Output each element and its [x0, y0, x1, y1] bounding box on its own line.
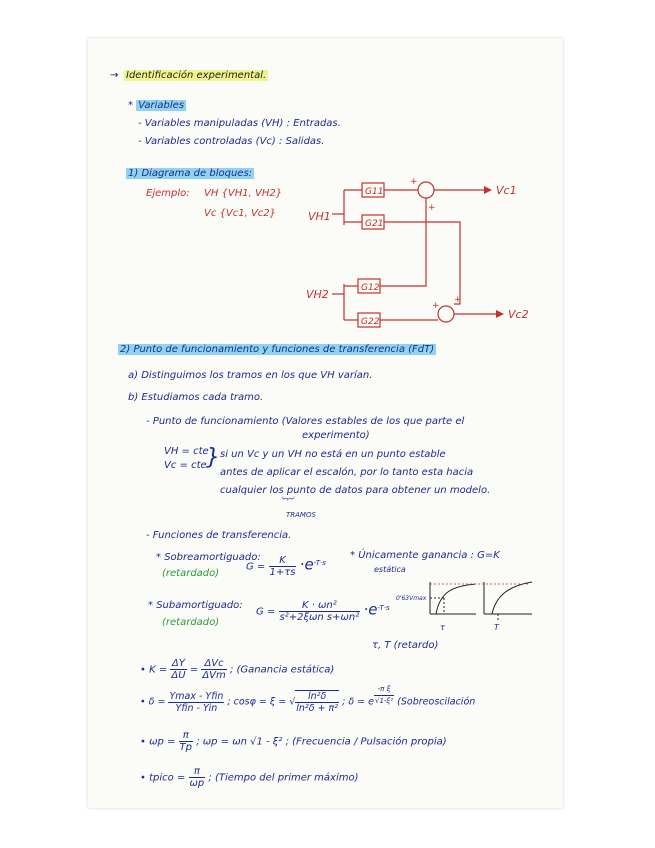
under-g: G = — [256, 606, 276, 618]
tp-den: ωp — [189, 778, 205, 789]
formula-delta: • δ = $\frac{\text{Ymax - Yfin}}{\text{Yfin - Yin}}$ ; cosφ = ξ = √ $\frac{\text{ln²δ}}{\text{ln²δ + π²}}$ ; δ = e $\frac{\text{-π ξ}}{\text{√1-ξ²}}$ (Sobreoscilación — [140, 684, 476, 714]
wp-frac — [179, 730, 193, 753]
over-note1: * Únicamente ganancia : G=K — [350, 550, 500, 561]
pf-line2: experimento) — [302, 430, 370, 441]
title-text: Identificación experimental. — [126, 70, 267, 81]
d-exp-bot: √1-ξ² — [374, 696, 394, 705]
vh-set: VH {VH1, VH2} — [204, 188, 283, 199]
over-note1-text: Únicamente ganancia : G=K — [358, 550, 500, 561]
sketch2-curve — [492, 582, 532, 614]
vh2-label: VH2 — [306, 288, 329, 301]
formula-k: • K = $\frac{\Delta Y}{\Delta U}$ = $\frac{\text{ΔVc}}{\text{ΔVm}}$ ; (Ganancia estática) — [140, 658, 335, 681]
pf-line1: - Punto de funcionamiento (Valores estables de los que parte el — [146, 416, 465, 427]
controlled-variables: - Variables controladas (Vc) : Salidas. — [138, 136, 325, 147]
sign-3: + — [432, 301, 440, 311]
k-den1: ΔU — [171, 670, 186, 681]
pf-text1: si un Vc y un VH no está en un punto estable — [220, 449, 446, 460]
g21-label: G21 — [365, 219, 384, 229]
sketch1-curve — [436, 584, 476, 614]
tau-note: τ, T (retardo) — [372, 640, 439, 651]
k-frac2 — [201, 658, 226, 681]
d-left: δ = — [148, 696, 166, 708]
wp-den: Tp — [179, 742, 193, 753]
graph-tau-label: τ — [440, 623, 445, 632]
vc2-label: Vc2 — [508, 308, 529, 321]
d-den: Yfin - Yin — [175, 702, 218, 714]
under-sub: (retardado) — [162, 617, 220, 628]
sign-4: + — [454, 295, 462, 305]
over-note2: estática — [374, 565, 406, 574]
g11-label: G11 — [365, 187, 384, 197]
cos-text: ; cosφ = ξ = — [227, 696, 287, 708]
tp-frac — [189, 766, 206, 789]
vc-cte: Vc = cte — [164, 460, 207, 471]
formula-wp: • ωp = $\frac{\pi}{Tp}$ ; ωp = ωn √1 - ξ² ; (Frecuencia / Pulsación propia) — [140, 730, 447, 753]
arrow-bullet-icon: → — [110, 70, 119, 81]
block-diagram-heading-text: 1) Diagrama de bloques: — [128, 168, 253, 179]
k-den2: ΔVm — [202, 670, 226, 681]
wp-mid: ; ωp = ωn √1 - ξ² — [196, 736, 283, 748]
k-num1: ΔY — [172, 658, 185, 669]
over-num: K — [269, 555, 297, 567]
k-left: K = — [149, 664, 168, 676]
brace-icon: } — [206, 445, 220, 470]
d-exp-frac — [374, 684, 394, 707]
under-label: * Subamortiguado: — [148, 600, 243, 611]
vh-cte: VH = cte — [164, 446, 209, 457]
tramos-label: TRAMOS — [286, 511, 316, 519]
over-exp: -T·s — [313, 558, 326, 567]
root-frac — [295, 690, 339, 714]
root-num: ln²δ — [295, 691, 339, 703]
over-label: * Sobreamortiguado: — [156, 552, 261, 563]
sign-2: + — [428, 203, 436, 213]
pf-text2: antes de aplicar el escalón, por lo tanto esta hacia — [220, 467, 474, 478]
wp-left: ωp = — [149, 736, 176, 748]
d-frac — [168, 691, 224, 714]
ft-heading: - Funciones de transferencia. — [146, 530, 292, 541]
under-exp: -T·s — [377, 603, 390, 612]
under-num: K · ωn² — [279, 600, 361, 612]
variables-heading: * Variables — [128, 100, 185, 111]
tp-note: ; (Tiempo del primer máximo) — [208, 772, 359, 784]
d-exp: ; δ = e — [342, 696, 374, 708]
underbrace-icon: ︸ — [280, 496, 293, 510]
tp-left: tpico = — [149, 772, 186, 784]
sign-1: + — [410, 177, 418, 187]
wp-note: ; (Frecuencia / Pulsación propia) — [285, 736, 447, 748]
over-e: ·e — [299, 555, 314, 574]
vh1-label: VH1 — [308, 210, 331, 223]
tp-num: π — [189, 766, 206, 778]
g22-label: G22 — [361, 317, 380, 327]
k-note: ; (Ganancia estática) — [229, 664, 335, 676]
vc1-label: Vc1 — [496, 184, 517, 197]
root-den: ln²δ + π² — [296, 703, 339, 714]
over-label-text: Sobreamortiguado: — [164, 552, 261, 563]
under-e: ·e — [363, 600, 378, 619]
d-num: Ymax - Yfin — [169, 690, 224, 702]
section2-heading-text: 2) Punto de funcionamiento y funciones de transferencia (FdT) — [120, 344, 435, 355]
over-sub: (retardado) — [162, 568, 220, 579]
step-b: b) Estudiamos cada tramo. — [128, 392, 264, 403]
graph-T-label: T — [494, 623, 499, 632]
d-exp-top: -π ξ — [374, 684, 394, 696]
k-num2: ΔVc — [201, 658, 226, 670]
under-label-text: Subamortiguado: — [156, 600, 243, 611]
step-a: a) Distinguimos los tramos en los que VH varían. — [128, 370, 373, 381]
example-label: Ejemplo: — [146, 188, 190, 199]
k-frac1 — [170, 658, 186, 681]
vc-set: Vc {Vc1, Vc2} — [204, 208, 277, 219]
formula-tp: • tpico = $\frac{\pi}{\omega p}$ ; (Tiempo del primer máximo) — [140, 766, 359, 789]
variables-heading-text: Variables — [138, 100, 185, 111]
graph-y-label: 0'63Vmax — [396, 595, 427, 602]
wp-num: π — [179, 730, 193, 742]
pf-text3: cualquier los punto de datos para obtener un modelo. — [220, 485, 491, 496]
over-g: G = — [246, 561, 266, 573]
manipulated-variables: - Variables manipuladas (VH) : Entradas. — [138, 118, 341, 129]
over-den: 1+τs — [269, 567, 296, 578]
under-den: s²+2ξωn s+ωn² — [279, 612, 360, 623]
g12-label: G12 — [361, 283, 380, 293]
d-note: (Sobreoscilación — [397, 696, 476, 708]
